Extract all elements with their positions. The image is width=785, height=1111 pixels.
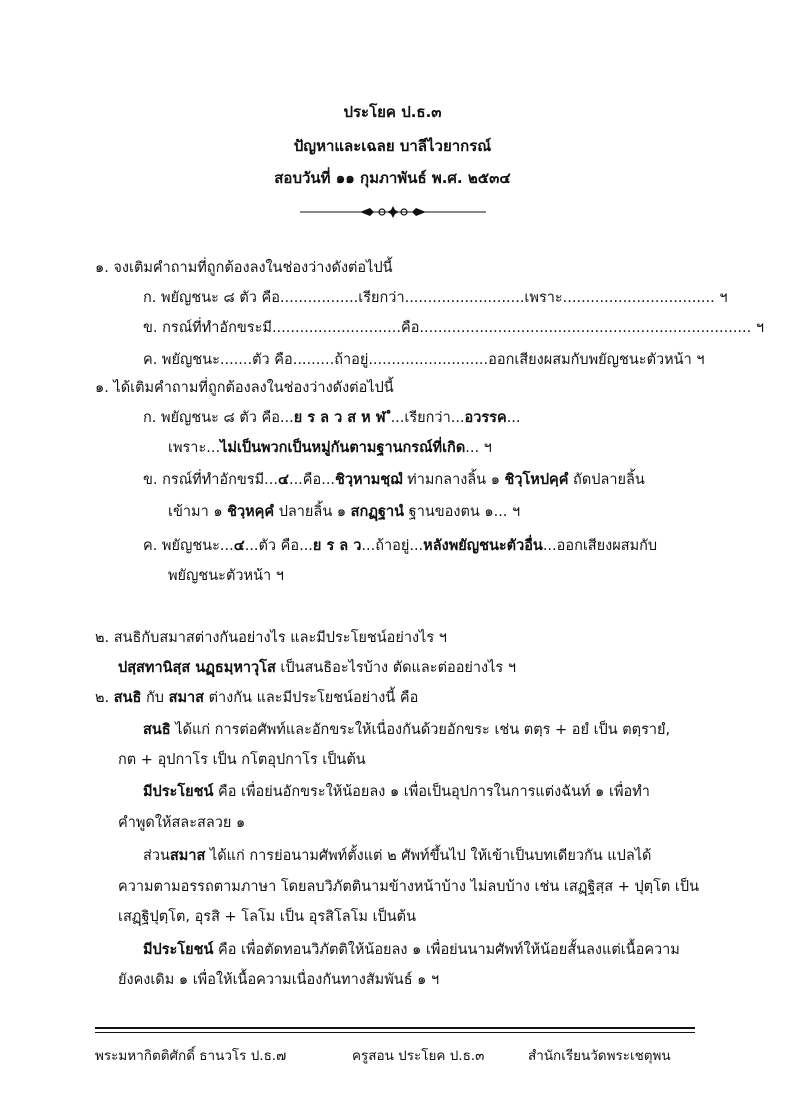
question-1-title: ๑. จงเติมคำถามที่ถูกต้องลงในช่องว่างดังต่อไปนี้ bbox=[95, 260, 393, 276]
answer-1-title: ๑. ได้เติมคำถามที่ถูกต้องลงในช่องว่างดังต่อไปนี้ bbox=[95, 380, 394, 396]
answer-2-para-3-line-2: ความตามอรรถตามภาษา โดยลบวิภัตตินามข้างหน้าบ้าง ไม่ลบบ้าง เช่น เสฏฺฐิสฺส + ปุตฺโต เป็น bbox=[118, 879, 699, 895]
answer-2-title: ๒. สนธิ กับ สมาส ต่างกัน และมีประโยชน์อย่างนี้ คือ bbox=[95, 690, 419, 706]
answer-2-para-3-line-3: เสฏฺฐิปุตฺโต, อุรสิ + โลโม เป็น อุรสิโลโม เป็นต้น bbox=[118, 909, 416, 925]
question-1-item-a: ก. พยัญชนะ ๘ ตัว คือ.................เรียกว่า..........................เพราะ................................. ฯ bbox=[143, 290, 728, 306]
ornament-divider-icon bbox=[300, 205, 486, 219]
footer-rule-thin bbox=[95, 1032, 695, 1033]
footer-institution: สำนักเรียนวัดพระเชตุพน bbox=[528, 1048, 671, 1064]
answer-2-para-2-line-1: มีประโยชน์ คือ เพื่อย่นอักขระให้น้อยลง ๑ เพื่อเป็นอุปการในการแต่งฉันท์ ๑ เพื่อทำ bbox=[143, 784, 650, 800]
question-2-sub: ปสฺสทานิสฺส นฏฺธมฺหาวุโส เป็นสนธิอะไรบ้าง ตัดและต่ออย่างไร ฯ bbox=[118, 660, 516, 676]
answer-2-para-4-line-2: ยังคงเดิม ๑ เพื่อให้เนื้อความเนื่องกันทางสัมพันธ์ ๑ ฯ bbox=[118, 972, 440, 988]
answer-1-item-b: ข. กรณ์ที่ทำอักขรมี...๔...คือ...ชิวฺหามชฺฌํ ท่ามกลางลิ้น ๑ ชิวฺโหปคฺคํ ถัดปลายลิ้น bbox=[143, 472, 645, 488]
question-1-item-c: ค. พยัญชนะ.......ตัว คือ.........ถ้าอยู่..........................ออกเสียงผสมกับพยัญชนะตัวหน้า ฯ bbox=[143, 352, 705, 368]
answer-2-para-1-line-1: สนธิ ได้แก่ การต่อศัพท์และอักขระให้เนื่องกันด้วยอักขระ เช่น ตตฺร + อยํ เป็น ตตฺรายํ, bbox=[143, 722, 671, 738]
footer-author: พระมหากิตติศักดิ์ ธานวโร ป.ธ.๗ bbox=[95, 1048, 287, 1064]
answer-1-item-b-cont: เข้ามา ๑ ชิวฺหคฺคํ ปลายลิ้น ๑ สกฏฺฐานํ ฐานของตน ๑... ฯ bbox=[168, 504, 521, 520]
footer-course: ครูสอน ประโยค ป.ธ.๓ bbox=[352, 1048, 485, 1064]
question-1-item-b: ข. กรณ์ที่ทำอักขระมี............................คือ........................................................................ ฯ bbox=[143, 320, 765, 336]
answer-2-para-4-line-1: มีประโยชน์ คือ เพื่อตัดทอนวิภัตติให้น้อยลง ๑ เพื่อย่นนามศัพท์ให้น้อยสั้นลงแต่เนื้อความ bbox=[143, 942, 680, 958]
answer-2-para-2-line-2: คำพูดให้สละสลวย ๑ bbox=[118, 815, 246, 831]
answer-1-item-c-cont: พยัญชนะตัวหน้า ฯ bbox=[168, 568, 284, 584]
header-line-2: ปัญหาและเฉลย บาลีไวยากรณ์ bbox=[293, 137, 492, 155]
answer-1-item-a-cont: เพราะ...ไม่เป็นพวกเป็นหมู่กันตามฐานกรณ์ที่เกิด... ฯ bbox=[168, 440, 492, 456]
answer-1-item-c: ค. พยัญชนะ...๔...ตัว คือ...ย ร ล ว...ถ้าอยู่...หลังพยัญชนะตัวอื่น...ออกเสียงผสมกับ bbox=[143, 538, 658, 554]
footer-rule-thick bbox=[95, 1027, 695, 1029]
answer-1-item-a: ก. พยัญชนะ ๘ ตัว คือ...ย ร ล ว ส ห ฬ ํ...เรียกว่า...อวรรค... bbox=[143, 410, 521, 426]
answer-2-para-3-line-1: ส่วนสมาส ได้แก่ การย่อนามศัพท์ตั้งแต่ ๒ ศัพท์ขึ้นไป ให้เข้าเป็นบทเดียวกัน แปลได้ bbox=[143, 848, 652, 864]
header-line-1: ประโยค ป.ธ.๓ bbox=[343, 103, 442, 121]
header-line-3: สอบวันที่ ๑๑ กุมภาพันธ์ พ.ศ. ๒๕๓๔ bbox=[274, 169, 511, 187]
question-2-title: ๒. สนธิกับสมาสต่างกันอย่างไร และมีประโยชน์อย่างไร ฯ bbox=[95, 630, 447, 646]
answer-2-para-1-line-2: กต + อุปกาโร เป็น กโตอุปกาโร เป็นต้น bbox=[118, 752, 366, 768]
